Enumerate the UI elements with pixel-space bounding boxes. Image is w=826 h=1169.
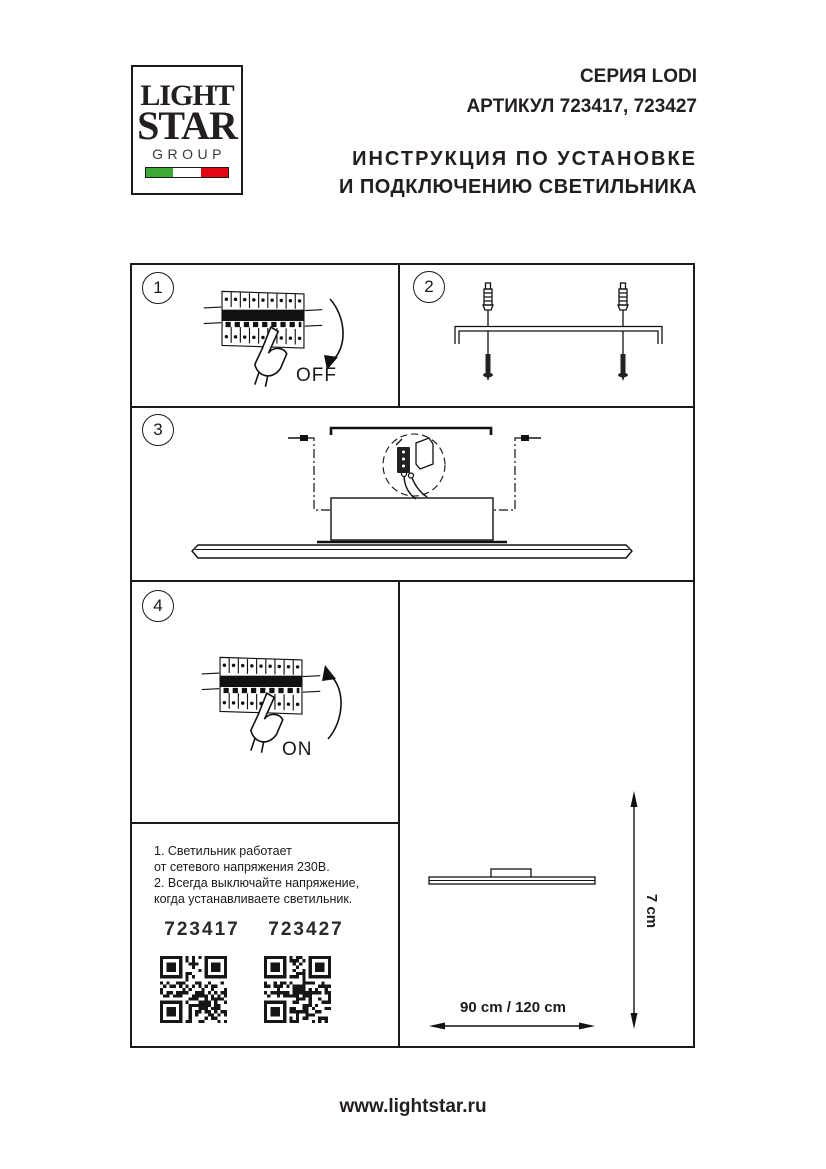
mounting-bracket-illustration bbox=[399, 265, 697, 406]
width-dimension-label: 90 cm / 120 cm bbox=[460, 999, 566, 1016]
article-number-right: 723427 bbox=[268, 919, 344, 940]
notes-panel bbox=[132, 823, 398, 1050]
note-line: от сетевого напряжения 230В. bbox=[154, 860, 330, 874]
qr-code-723427 bbox=[264, 956, 331, 1023]
instruction-title-line1: ИНСТРУКЦИЯ ПО УСТАНОВКЕ bbox=[352, 148, 697, 170]
step3-panel bbox=[132, 407, 697, 580]
step2-panel bbox=[399, 265, 697, 406]
flag-red-segment bbox=[201, 168, 228, 177]
note-line: когда устанавливаете светильник. bbox=[154, 892, 353, 906]
series-title: СЕРИЯ LODI bbox=[579, 66, 697, 87]
instruction-title-line2: И ПОДКЛЮЧЕНИЮ СВЕТИЛЬНИКА bbox=[338, 176, 697, 198]
note-line: 1. Светильник работает bbox=[154, 844, 292, 858]
logo-word-star: STAR bbox=[137, 103, 237, 148]
off-label: OFF bbox=[296, 365, 337, 386]
article-numbers-title: АРТИКУЛ 723417, 723427 bbox=[466, 96, 697, 117]
step1-number-badge: 1 bbox=[142, 272, 174, 304]
website-url: www.lightstar.ru bbox=[339, 1096, 487, 1117]
qr-code-723417 bbox=[160, 956, 227, 1023]
flag-white-segment bbox=[173, 168, 200, 177]
italian-flag-bar bbox=[145, 167, 229, 178]
height-dimension-label: 7 cm bbox=[643, 893, 660, 929]
logo-word-light: LIGHT bbox=[140, 79, 234, 112]
instruction-grid bbox=[130, 263, 695, 1048]
fixture-dimensions-illustration bbox=[399, 581, 697, 1050]
step4-panel bbox=[132, 581, 398, 822]
flag-green-segment bbox=[146, 168, 173, 177]
logo-word-group: GROUP bbox=[152, 146, 226, 162]
on-label: ON bbox=[282, 739, 313, 760]
lightstar-logo bbox=[131, 65, 243, 195]
fixture-assembly-illustration bbox=[132, 407, 697, 580]
article-number-left: 723417 bbox=[164, 919, 240, 940]
step2-number-badge: 2 bbox=[413, 271, 445, 303]
step1-panel bbox=[132, 265, 398, 406]
dimensions-panel bbox=[399, 581, 697, 1050]
step3-number-badge: 3 bbox=[142, 414, 174, 446]
step4-number-badge: 4 bbox=[142, 590, 174, 622]
note-line: 2. Всегда выключайте напряжение, bbox=[154, 876, 360, 890]
safety-notes bbox=[154, 843, 359, 907]
pointing-hand-icon bbox=[252, 325, 296, 391]
arrow-up-icon bbox=[318, 659, 354, 743]
